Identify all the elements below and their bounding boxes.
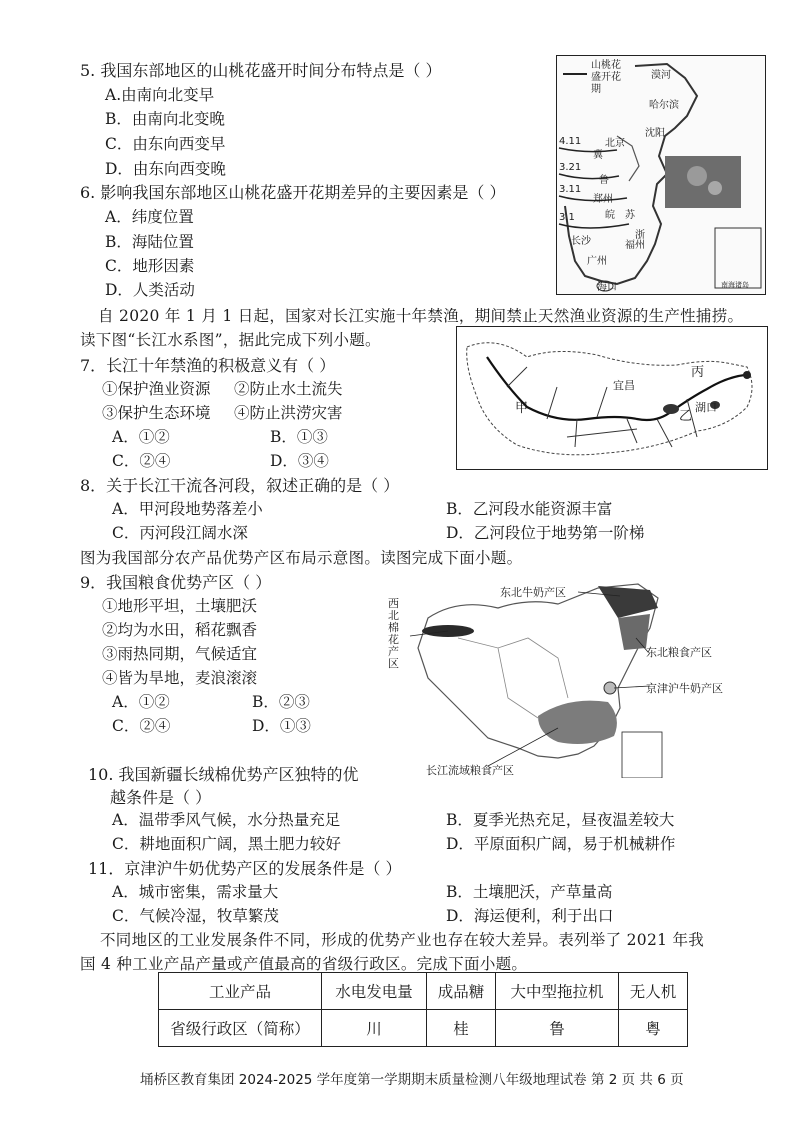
map1-label-harbin: 哈尔滨 [649, 100, 679, 111]
south-china-sea-inset [622, 732, 662, 778]
table-header-cell: 水电发电量 [322, 973, 427, 1010]
yangtze-intro-line1: 自 2020 年 1 月 1 日起，国家对长江实施十年禁渔，期间禁止天然渔业资源的生产性捕捞。 [98, 307, 744, 325]
q10-option-a: A．温带季风气候，水分热量充足 [112, 811, 341, 829]
map1-label-mohe: 漠河 [651, 70, 671, 81]
table-header-cell: 成品糖 [426, 973, 495, 1010]
q5-option-c: C．由东向西变早 [105, 135, 226, 153]
map1-label-shenyang: 沈阳 [645, 128, 665, 139]
yangtze-grain-region [538, 701, 617, 744]
q5-stem: 5. 我国东部地区的山桃花盛开时间分布特点是（ ） [80, 61, 442, 80]
q11-option-d: D．海运便利，利于出口 [446, 907, 614, 925]
q10-option-c: C．耕地面积广阔，黑土肥力较好 [112, 835, 341, 853]
map2-label-jia: 甲 [515, 401, 529, 416]
map1-label-haikou: 海口 [597, 282, 617, 293]
page-footer: 埇桥区教育集团 2024-2025 学年度第一学期期末质量检测八年级地理试卷 第 2 页 共 6 页 [140, 1072, 684, 1088]
map1-label-su: 苏 [625, 210, 635, 221]
map2-label-yi: 乙 [679, 409, 693, 424]
table-header-cell: 大中型拖拉机 [495, 973, 618, 1010]
map1-isoline-0321: 3.21 [559, 162, 582, 173]
table-cell: 粤 [618, 1010, 687, 1047]
q5-option-a: A.由南向北变早 [105, 86, 215, 104]
q9-option-d: D．①③ [252, 717, 311, 735]
q9-item-3: ③雨热同期，气候适宜 [102, 645, 258, 663]
map1-isoline-0311: 3.11 [559, 184, 582, 195]
map1-label-zhengzhou: 郑州 [593, 194, 613, 205]
map1-label-changsha: 长沙 [571, 236, 591, 247]
q8-stem: 8．关于长江干流各河段，叙述正确的是（ ） [80, 476, 400, 495]
northeast-milk-region [598, 586, 658, 618]
q6-option-c: C．地形因素 [105, 257, 195, 275]
q9-item-2: ②均为水田，稻花飘香 [102, 621, 258, 639]
map1-isoline-0411: 4.11 [559, 136, 582, 147]
q6-option-a: A．纬度位置 [105, 208, 194, 226]
map3-label-yangtze-grain: 长江流域粮食产区 [426, 764, 514, 777]
agri-production-map [388, 578, 723, 778]
industry-intro-line1: 不同地区的工业发展条件不同，形成的优势产业也存在较大差异。表列举了 2021 年我 [100, 931, 705, 949]
q6-option-b: B．海陆位置 [105, 233, 194, 251]
south-china-sea-inset [715, 228, 761, 288]
q7-item-4: ④防止洪涝灾害 [234, 404, 343, 422]
map3-label-ne-grain: 东北粮食产区 [646, 646, 712, 659]
industry-table [158, 972, 688, 1047]
china-outline-map [388, 578, 718, 778]
map1-label-beijing: 北京 [605, 138, 625, 149]
q7-option-b: B．①③ [270, 428, 328, 446]
peach-blossom-map [556, 55, 766, 295]
q7-option-c: C．②④ [112, 452, 171, 470]
q7-option-d: D．③④ [270, 452, 329, 470]
map2-label-hukou: 湖口 [695, 401, 717, 414]
q11-option-b: B．土壤肥沃，产草量高 [446, 883, 613, 901]
yangtze-river-map [456, 326, 768, 470]
q11-option-a: A．城市密集，需求量大 [112, 883, 279, 901]
q7-item-1: ①保护渔业资源 [102, 380, 211, 398]
map1-legend-label: 山桃花盛开花期 [591, 60, 621, 95]
q11-option-c: C．气候冷湿，牧草繁茂 [112, 907, 279, 925]
q10-option-b: B．夏季光热充足，昼夜温差较大 [446, 811, 675, 829]
q6-stem: 6. 影响我国东部地区山桃花盛开花期差异的主要因素是（ ） [80, 183, 506, 202]
yangtze-intro-line2: 读下图“长江水系图”，据此完成下列小题。 [80, 331, 381, 349]
q7-stem: 7．长江十年禁渔的积极意义有（ ） [80, 356, 336, 375]
map3-label-ne-milk: 东北牛奶产区 [500, 586, 566, 599]
q10-option-d: D．平原面积广阔，易于机械耕作 [446, 835, 676, 853]
q9-option-b: B．②③ [252, 693, 310, 711]
table-header-cell: 工业产品 [159, 973, 322, 1010]
q7-item-2: ②防止水土流失 [234, 380, 343, 398]
agri-intro: 图为我国部分农产品优势产区布局示意图。读图完成下面小题。 [80, 549, 523, 567]
map3-label-nw-cotton: 西北棉花产区 [388, 597, 399, 670]
q7-option-a: A．①② [112, 428, 170, 446]
map1-label-lu: 鲁 [599, 175, 609, 186]
industry-intro-line2: 国 4 种工业产品产量或产值最高的省级行政区。完成下面小题。 [80, 955, 528, 973]
table-header-row [159, 973, 688, 1010]
q7-item-3: ③保护生态环境 [102, 404, 211, 422]
map3-label-jjh-milk: 京津沪牛奶产区 [646, 682, 723, 695]
q9-item-1: ①地形平坦，土壤肥沃 [102, 597, 258, 615]
map2-label-yichang: 宜昌 [613, 379, 635, 392]
yangtze-basin-outline [457, 327, 767, 469]
table-cell: 川 [322, 1010, 427, 1047]
map1-label-ji: 冀 [593, 150, 603, 161]
map1-label-fuzhou: 福州 [625, 240, 645, 251]
q5-option-d: D．由东向西变晚 [105, 160, 226, 178]
table-cell: 桂 [426, 1010, 495, 1047]
table-row [159, 1010, 688, 1047]
q5-option-b: B．由南向北变晚 [105, 110, 225, 128]
q8-option-d: D．乙河段位于地势第一阶梯 [446, 524, 645, 542]
q10-stem-line1: 10. 我国新疆长绒棉优势产区独特的优 [88, 765, 359, 784]
q10-stem-line2: 越条件是（ ） [110, 788, 212, 807]
table-cell: 鲁 [495, 1010, 618, 1047]
q8-option-b: B．乙河段水能资源丰富 [446, 500, 613, 518]
q6-option-d: D．人类活动 [105, 281, 195, 299]
table-cell: 省级行政区（简称） [159, 1010, 322, 1047]
q11-stem: 11．京津沪牛奶优势产区的发展条件是（ ） [88, 859, 402, 878]
q8-option-c: C．丙河段江阔水深 [112, 524, 248, 542]
map1-isoline-0301: 3.1 [559, 212, 575, 223]
q9-stem: 9．我国粮食优势产区（ ） [80, 573, 272, 592]
map2-label-bing: 丙 [691, 365, 705, 380]
q9-option-a: A．①② [112, 693, 170, 711]
map1-label-wan: 皖 [605, 210, 615, 221]
q9-option-c: C．②④ [112, 717, 171, 735]
map1-label-zhe: 浙 [635, 230, 645, 241]
map1-label-guangzhou: 广州 [587, 256, 607, 267]
map1-inset-label: 南海诸岛 [721, 281, 749, 289]
q9-item-4: ④皆为旱地，麦浪滚滚 [102, 669, 258, 687]
table-header-cell: 无人机 [618, 973, 687, 1010]
q8-option-a: A．甲河段地势落差小 [112, 500, 263, 518]
